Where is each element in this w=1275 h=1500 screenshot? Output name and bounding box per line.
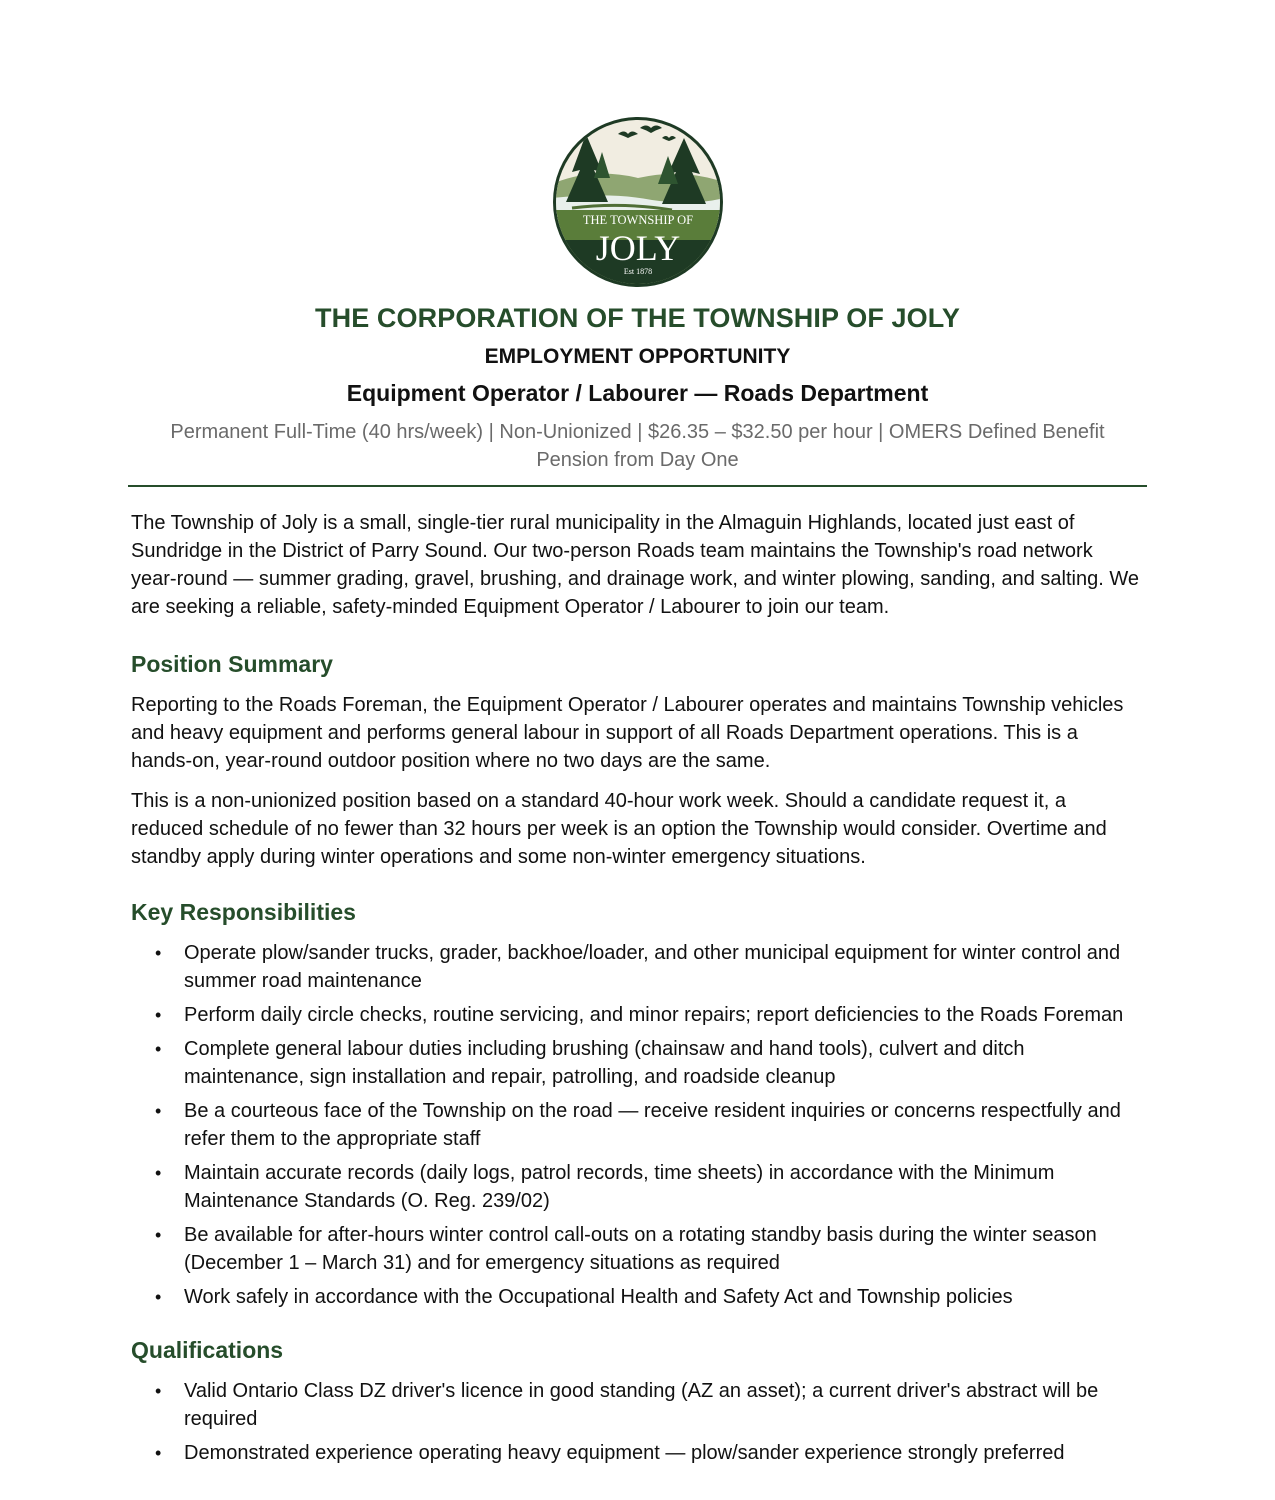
list-item	[131, 1159, 1141, 1215]
list-item-text: Valid Ontario Class DZ driver's licence in good standing (AZ an asset); a current driver's abstract will be required	[184, 1380, 1099, 1430]
list-item	[131, 1283, 1141, 1311]
list-item-text: Be available for after-hours winter control call-outs on a rotating standby basis during the winter season (December 1 – March 31) and for emergency situations as required	[184, 1224, 1097, 1274]
posting-type: EMPLOYMENT OPPORTUNITY	[484, 345, 791, 368]
summary-paragraph: This is a non-unionized position based on a standard 40-hour work week. Should a candidate request it, a reduced schedule of no fewer than 32 hours per week is an option the Township would consider. Overtime and standby apply during winter operations and some non-winter emergency situations.	[131, 790, 1107, 868]
list-item-text: Work safely in accordance with the Occupational Health and Safety Act and Township policies	[184, 1286, 1013, 1308]
posting-body	[131, 509, 1141, 1491]
bullet-icon: •	[155, 1005, 162, 1025]
employment-terms: Permanent Full-Time (40 hrs/week) | Non-Unionized | $26.35 – $32.50 per hour | OMERS Defined Benefit Pension from Day One	[170, 421, 1105, 471]
logo-emblem	[552, 112, 724, 292]
list-item	[131, 939, 1141, 995]
header-divider	[128, 485, 1147, 487]
bullet-icon: •	[155, 1287, 162, 1307]
logo-line3: Est 1878	[623, 267, 653, 276]
responsibilities-list	[131, 939, 1141, 1311]
list-item-text: Demonstrated experience operating heavy equipment — plow/sander experience strongly preferred	[184, 1442, 1065, 1464]
organization-title: THE CORPORATION OF THE TOWNSHIP OF JOLY	[315, 303, 960, 333]
qualifications-list	[131, 1377, 1141, 1467]
bullet-icon: •	[155, 1381, 162, 1401]
section-heading-position-summary: Position Summary	[131, 651, 333, 677]
bullet-icon: •	[155, 1225, 162, 1245]
list-item-text: Operate plow/sander trucks, grader, backhoe/loader, and other municipal equipment for winter control and summer road maintenance	[184, 942, 1121, 992]
list-item	[131, 1377, 1141, 1433]
list-item	[131, 1097, 1141, 1153]
intro-paragraph: The Township of Joly is a small, single-tier rural municipality in the Almaguin Highlands, located just east of Sundridge in the District of Parry Sound. Our two-person Roads team maintains the Township's road network year-round — summer grading, gravel, brushing, and drainage work, and winter plowing, sanding, and salting. We are seeking a reliable, safety-minded Equipment Operator / Labourer to join our team.	[131, 512, 1139, 618]
list-item-text: Maintain accurate records (daily logs, patrol records, time sheets) in accordance with the Minimum Maintenance Standards (O. Reg. 239/02)	[184, 1162, 1055, 1212]
list-item-text: Perform daily circle checks, routine servicing, and minor repairs; report deficiencies to the Roads Foreman	[184, 1004, 1124, 1026]
list-item-text: Be a courteous face of the Township on the road — receive resident inquiries or concerns respectfully and refer them to the appropriate staff	[184, 1100, 1121, 1150]
bullet-icon: •	[155, 1039, 162, 1059]
bullet-icon: •	[155, 1443, 162, 1463]
list-item	[131, 1001, 1141, 1029]
job-title: Equipment Operator / Labourer — Roads Department	[346, 380, 929, 406]
logo-line1: THE TOWNSHIP OF	[582, 213, 694, 227]
section-heading-qualifications: Qualifications	[131, 1337, 284, 1363]
bullet-icon: •	[155, 1101, 162, 1121]
list-item-text: Complete general labour duties including brushing (chainsaw and hand tools), culvert and ditch maintenance, sign installation and repair, patrolling, and roadside cleanup	[184, 1038, 1025, 1088]
township-logo	[552, 112, 724, 292]
summary-paragraph: Reporting to the Roads Foreman, the Equipment Operator / Labourer operates and maintains Township vehicles and heavy equipment and performs general labour in support of all Roads Department operations. This is a hands-on, year-round outdoor position where no two days are the same.	[131, 694, 1124, 772]
list-item	[131, 1035, 1141, 1091]
bullet-icon: •	[155, 1163, 162, 1183]
logo-line2: JOLY	[595, 228, 681, 268]
section-heading-key-responsibilities: Key Responsibilities	[131, 899, 356, 925]
list-item	[131, 1439, 1141, 1467]
list-item	[131, 1221, 1141, 1277]
bullet-icon: •	[155, 943, 162, 963]
